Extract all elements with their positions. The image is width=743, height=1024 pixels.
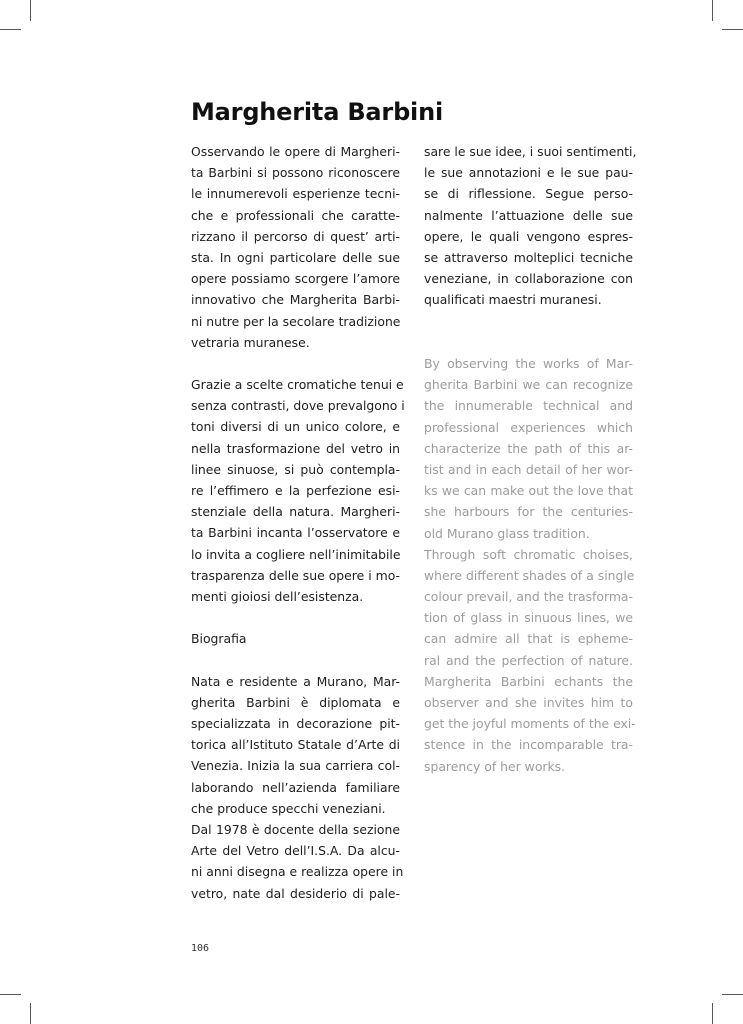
italian-text-continued (424, 141, 637, 311)
text-line: qualificati maestri muranesi. (424, 292, 602, 308)
english-text-column (424, 353, 636, 777)
text-line: Dal 1978 è docente della sezione (191, 822, 400, 837)
text-line: sparency of her works. (424, 758, 566, 774)
text-line: Arte del Vetro dell’I.S.A. Da alcu- (191, 843, 400, 859)
text-line: gherita Barbini we can recognize (424, 377, 633, 393)
text-line: stence in the incomparable tra- (424, 737, 633, 753)
text-line: ni nutre per la secolare tradizione (191, 313, 401, 329)
text-line: che produce specchi veneziani. (191, 800, 386, 816)
crop-mark (30, 1003, 31, 1024)
text-line: rizzano il percorso di quest’ arti- (191, 228, 400, 244)
text-line: ta Barbini si possono riconoscere (191, 165, 400, 181)
crop-mark (0, 994, 21, 995)
text-line: ks we can make out the love that (424, 483, 633, 499)
text-line: Through soft chromatic choises, (424, 546, 633, 562)
text-line: get the joyful moments of the exi- (424, 716, 636, 732)
text-line: nalmente l’attuazione delle sue (424, 207, 633, 223)
text-line: opere possiamo scorgere l’amore (191, 271, 400, 287)
text-line: the innumerable technical and (424, 398, 633, 414)
text-line: Biografia (191, 631, 247, 647)
text-line: ral and the perfection of nature. (424, 652, 633, 668)
text-line: observer and she invites him to (424, 695, 633, 710)
crop-mark (722, 29, 743, 30)
crop-mark (0, 29, 21, 30)
text-line: specializzata in decorazione pit- (191, 716, 400, 732)
text-line: se di riflessione. Segue perso- (424, 186, 633, 202)
text-line: senza contrasti, dove prevalgono i (191, 398, 405, 414)
text-line: toni diversi di un unico colore, e (191, 419, 400, 435)
crop-mark (712, 1003, 713, 1024)
text-line: she harbours for the centuries- (424, 504, 633, 520)
text-line: stenziale della natura. Margheri- (191, 504, 400, 520)
text-line: By observing the works of Mar- (424, 356, 633, 371)
text-line: Osservando le opere di Margheri- (191, 144, 400, 159)
text-line: le innumerevoli esperienze tecni- (191, 186, 400, 202)
text-line: Venezia. Inizia la sua carriera col- (191, 758, 400, 774)
paragraph-gap (191, 353, 400, 374)
text-line: opere, le quali vengono espres- (424, 228, 633, 244)
text-line: le sue annotazioni e le sue pau- (424, 165, 633, 181)
text-line: re l’effimero e la perfezione esi- (191, 483, 400, 498)
paragraph-gap (191, 607, 400, 628)
paragraph-gap (191, 650, 400, 671)
text-line: se attraverso molteplici tecniche (424, 249, 633, 265)
text-line: professional experiences which (424, 419, 633, 435)
text-line: tist and in each detail of her wor- (424, 461, 633, 477)
text-line: veneziane, in collaborazione con (424, 271, 633, 287)
text-line: Nata e residente a Murano, Mar- (191, 673, 400, 689)
text-line: sare le sue idee, i suoi sentimenti, (424, 144, 637, 159)
page-number: 106 (191, 943, 210, 954)
text-line: menti gioiosi dell’esistenza. (191, 588, 364, 604)
text-line: innovativo che Margherita Barbi- (191, 292, 400, 308)
text-line: where different shades of a single (424, 567, 635, 583)
text-line: linee sinuose, si può contempla- (191, 461, 400, 477)
text-line: colour prevail, and the trasforma- (424, 589, 633, 605)
text-line: trasparenza delle sue opere i mo- (191, 567, 400, 583)
text-line: vetraria muranese. (191, 334, 310, 350)
text-line: Margherita Barbini echants the (424, 673, 633, 689)
text-line: old Murano glass tradition. (424, 525, 590, 541)
text-line: vetro, nate dal desiderio di pale- (191, 885, 400, 901)
text-line: ni anni disegna e realizza opere in (191, 864, 404, 880)
crop-mark (722, 994, 743, 995)
text-line: laborando nell’azienda familiare (191, 779, 400, 795)
text-line: sta. In ogni particolare delle sue (191, 249, 400, 265)
text-line: Grazie a scelte cromatiche tenui e (191, 377, 404, 393)
text-line: ta Barbini incanta l’osservatore e (191, 525, 400, 541)
text-line: characterize the path of this ar- (424, 440, 633, 456)
text-line: can admire all that is epheme- (424, 631, 633, 647)
text-line: torica all’Istituto Statale d’Arte di (191, 737, 400, 753)
crop-mark (30, 0, 31, 21)
text-line: che e professionali che caratte- (191, 207, 400, 223)
text-line: gherita Barbini è diplomata e (191, 694, 400, 710)
italian-text-column (191, 141, 405, 904)
text-line: tion of glass in sinuous lines, we (424, 610, 633, 626)
crop-mark (712, 0, 713, 21)
text-line: nella trasformazione del vetro in (191, 440, 400, 456)
text-line: lo invita a cogliere nell’inimitabile (191, 546, 401, 562)
page-title: Margherita Barbini (191, 98, 443, 126)
